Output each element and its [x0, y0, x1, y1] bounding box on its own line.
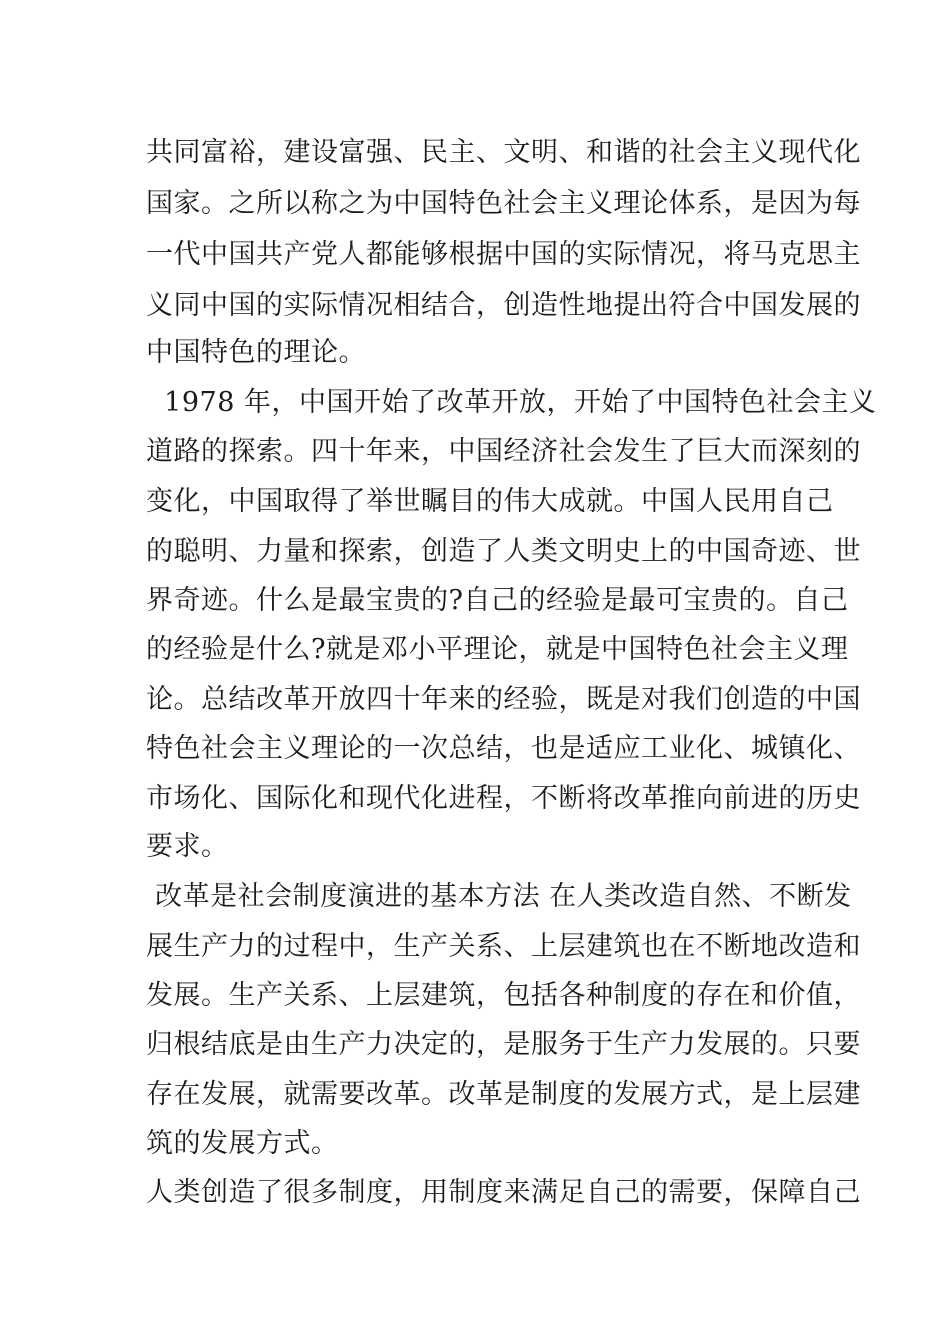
text-line: 一代中国共产党人都能够根据中国的实际情况，将马克思主	[146, 239, 861, 270]
text-line: 论。总结改革开放四十年来的经验，既是对我们创造的中国	[146, 684, 861, 715]
text-line: 的聪明、力量和探索，创造了人类文明史上的中国奇迹、世	[146, 536, 861, 567]
text-line: 道路的探索。四十年来，中国经济社会发生了巨大而深刻的	[146, 436, 861, 467]
text-line: 改革是社会制度演进的基本方法 在人类改造自然、不断发	[146, 881, 852, 912]
text-line: 变化，中国取得了举世瞩目的伟大成就。中国人民用自己	[146, 486, 834, 517]
text-line: 共同富裕，建设富强、民主、文明、和谐的社会主义现代化	[146, 137, 861, 168]
text-line: 存在发展，就需要改革。改革是制度的发展方式，是上层建	[146, 1079, 861, 1110]
text-line: 展生产力的过程中，生产关系、上层建筑也在不断地改造和	[146, 931, 861, 962]
text-line: 的经验是什么?就是邓小平理论，就是中国特色社会主义理	[146, 634, 849, 665]
text-line: 市场化、国际化和现代化进程，不断将改革推向前进的历史	[146, 783, 861, 814]
text-line: 义同中国的实际情况相结合，创造性地提出符合中国发展的	[146, 290, 861, 321]
text-line: 归根结底是由生产力决定的，是服务于生产力发展的。只要	[146, 1029, 861, 1060]
text-line: 国家。之所以称之为中国特色社会主义理论体系，是因为每	[146, 188, 861, 219]
text-line: 筑的发展方式。	[146, 1128, 339, 1159]
text-line: 1978 年，中国开始了改革开放，开始了中国特色社会主义	[146, 387, 877, 418]
text-line: 界奇迹。什么是最宝贵的?自己的经验是最可宝贵的。自己	[146, 585, 849, 616]
text-line: 中国特色的理论。	[146, 337, 366, 368]
text-line: 人类创造了很多制度，用制度来满足自己的需要，保障自己	[146, 1177, 861, 1208]
text-line: 特色社会主义理论的一次总结，也是适应工业化、城镇化、	[146, 733, 861, 764]
text-line: 要求。	[146, 831, 229, 862]
text-line: 发展。生产关系、上层建筑，包括各种制度的存在和价值，	[146, 980, 861, 1011]
